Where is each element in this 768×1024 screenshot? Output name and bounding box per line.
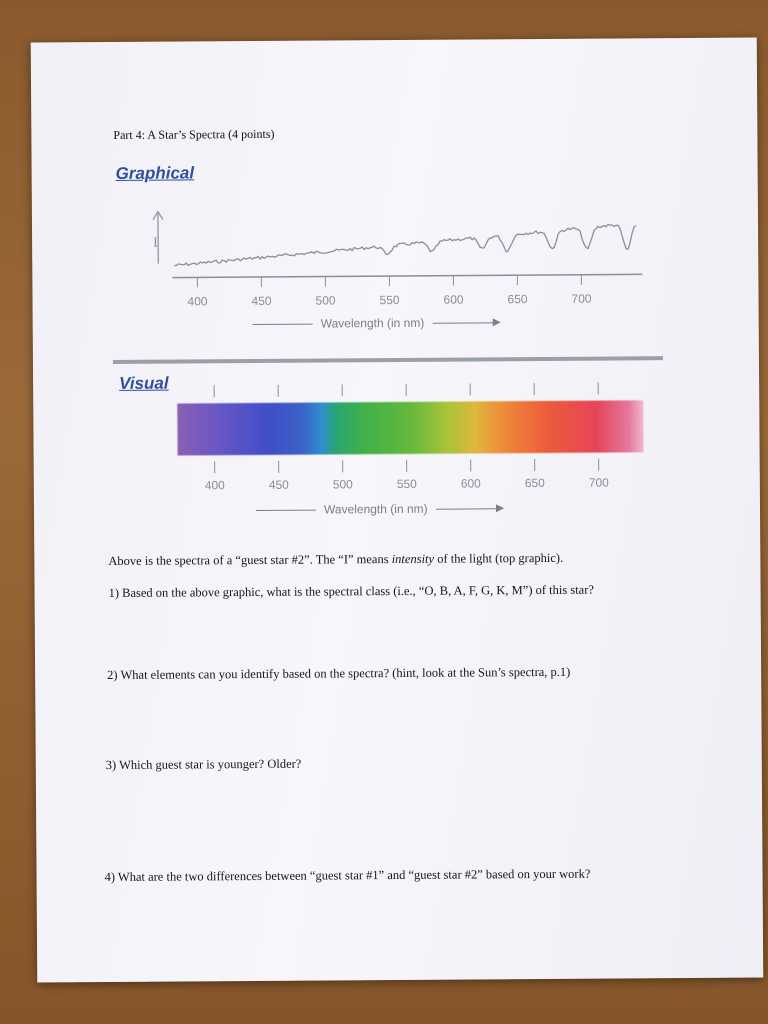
intro-before: Above is the spectra of a “guest star #2”. The “I” means	[108, 552, 392, 569]
visual-bottom-axis	[178, 456, 658, 495]
visual-heading: Visual	[119, 373, 169, 393]
graph-tick-label: 650	[507, 292, 528, 307]
graph-tick-label: 400	[187, 294, 208, 309]
question-1: 1) Based on the above graphic, what is the spectral class (i.e., “O, B, A, F, G, K, M”) of this star?	[108, 582, 594, 601]
spectrum-intensity-curve	[174, 224, 636, 265]
visual-tick-label: 450	[268, 477, 289, 492]
question-2: 2) What elements can you identify based on the spectra? (hint, look at the Sun’s spectra, p.1)	[107, 664, 571, 683]
graphical-heading: Graphical	[115, 163, 195, 183]
graph-xlabel	[253, 315, 501, 331]
question-3: 3) Which guest star is younger? Older?	[105, 756, 302, 773]
graph-tick-label: 700	[571, 291, 592, 306]
visual-tick-label: 700	[588, 475, 609, 490]
graph-tick-label: 550	[379, 292, 400, 308]
visual-xlabel	[256, 501, 504, 517]
page-title: Part 4: A Star’s Spectra (4 points)	[113, 126, 275, 142]
intro-italic: intensity	[391, 551, 435, 567]
visual-tick-label: 600	[460, 476, 481, 491]
visual-tick-label: 400	[204, 478, 225, 493]
visual-top-ticks	[177, 378, 657, 401]
graph-tick-label: 500	[315, 293, 336, 308]
intro-after: of the light (top graphic).	[433, 550, 564, 566]
graph-xlabel-text: Wavelength (in nm)	[320, 315, 425, 331]
graph-tick-label: 600	[443, 292, 464, 307]
visual-tick-label: 550	[396, 476, 417, 492]
visual-tick-label: 650	[524, 475, 545, 491]
section-divider	[113, 356, 663, 364]
x-axis-line	[172, 274, 642, 277]
intro-text	[108, 550, 728, 569]
visual-tick-label: 500	[332, 477, 353, 492]
color-spectrum-band	[177, 400, 643, 455]
worksheet-page	[31, 37, 764, 982]
question-4: 4) What are the two differences between “guest star #1” and “guest star #2” based on your work?	[104, 866, 591, 885]
intensity-symbol: I	[153, 235, 158, 251]
visual-xlabel-text: Wavelength (in nm)	[323, 501, 428, 517]
graph-tick-label: 450	[251, 293, 272, 309]
